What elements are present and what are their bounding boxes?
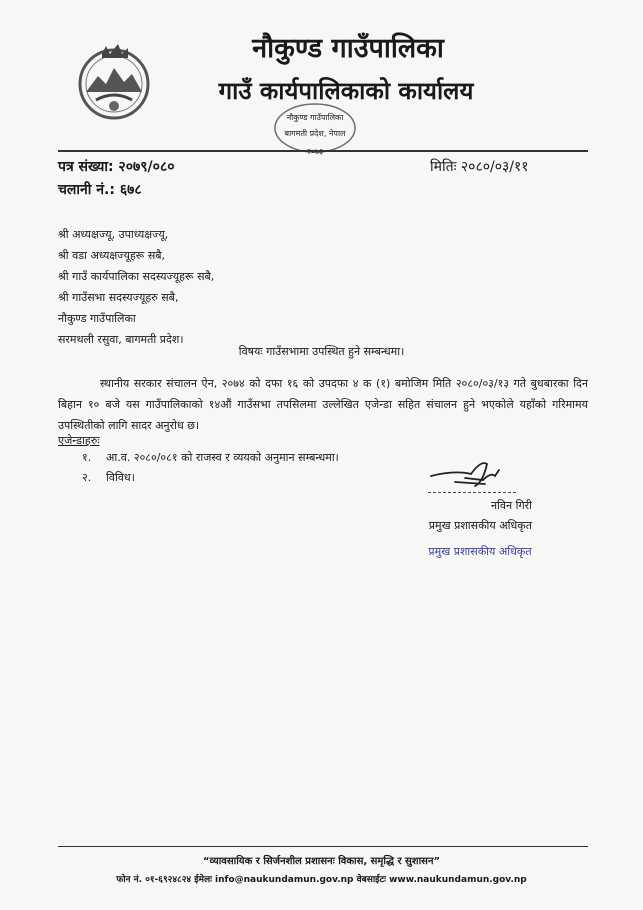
agenda-item	[82, 468, 339, 488]
recipient-line: श्री वडा अध्यक्षज्यूहरू सबै,	[58, 249, 166, 262]
recipient-block	[58, 224, 214, 350]
signatory-title: प्रमुख प्रशासकीय अधिकृत	[428, 519, 532, 532]
signatory-name: नविन गिरी	[490, 499, 532, 512]
signature-line	[428, 492, 516, 493]
recipient-line: श्री अध्यक्षज्यू, उपाध्यक्षज्यू,	[58, 228, 169, 241]
office-name: गाउँ कार्यपालिकाको कार्यालय	[218, 77, 474, 105]
header-divider	[58, 150, 588, 152]
agenda-item-number: १.	[82, 451, 92, 464]
letter-date: मितिः २०८०/०३/११	[430, 159, 529, 175]
footer-contact: फोन नं. ०१-६९२४८२४ ईमेलः info@naukundamun.gov.np वेबसाईटः www.naukundamun.gov.np	[116, 875, 527, 885]
letter-body: स्थानीय सरकार संचालन ऐन, २०७४ को दफा १६ को उपदफा ४ क (१) बमोजिम मिति २०८०/०३/१३ गते बुधबारका दिन बिहान १० बजे यस गाउँपालिकाको १४औं गाउँसभा तपसिलमा उल्लेखित एजेन्डा सहित संचालन हुने भएकोले यहाँको गरिमामय उपस्थितीको लागि सादर अनुरोध छ।	[58, 377, 588, 432]
reference-number: पत्र संख्या: २०७९/०८०	[58, 159, 175, 175]
signature-icon	[425, 452, 515, 494]
agenda-heading: एजेन्डाहरुः	[58, 434, 100, 447]
footer-divider	[58, 846, 588, 847]
stamp-line-1: नौकुण्ड गाउँपालिका	[286, 113, 344, 122]
recipient-line: श्री गाउँसभा सदस्यज्यूहरु सबै,	[58, 291, 179, 304]
dispatch-number: चलानी नं.: ६७८	[58, 182, 142, 198]
recipient-line: सरमथली रसुवा, बागमती प्रदेश।	[58, 333, 184, 346]
agenda-list	[82, 448, 339, 488]
government-emblem-icon	[72, 40, 156, 124]
agenda-item-text: आ.व. २०८०/०८१ को राजस्व र व्ययको अनुमान सम्बन्धमा।	[106, 451, 339, 464]
stamp-line-2: बागमती प्रदेश, नेपाल	[284, 129, 346, 138]
agenda-item	[82, 448, 339, 468]
agenda-item-text: विविध।	[106, 471, 135, 484]
letter-subject: विषयः गाउँसभामा उपस्थित हुने सम्बन्धमा।	[238, 345, 405, 358]
municipality-name: नौकुण्ड गाउँपालिका	[252, 33, 444, 64]
footer-slogan: “व्यावसायिक र सिर्जनशील प्रशासनः विकास, समृद्धि र सुशासन”	[202, 856, 441, 867]
recipient-line: नौकुण्ड गाउँपालिका	[58, 312, 136, 325]
designation-seal: प्रमुख प्रशासकीय अधिकृत	[428, 545, 532, 558]
recipient-line: श्री गाउँ कार्यपालिका सदस्यज्यूहरू सबै,	[58, 270, 215, 283]
office-stamp	[255, 100, 375, 162]
agenda-item-number: २.	[82, 471, 92, 484]
